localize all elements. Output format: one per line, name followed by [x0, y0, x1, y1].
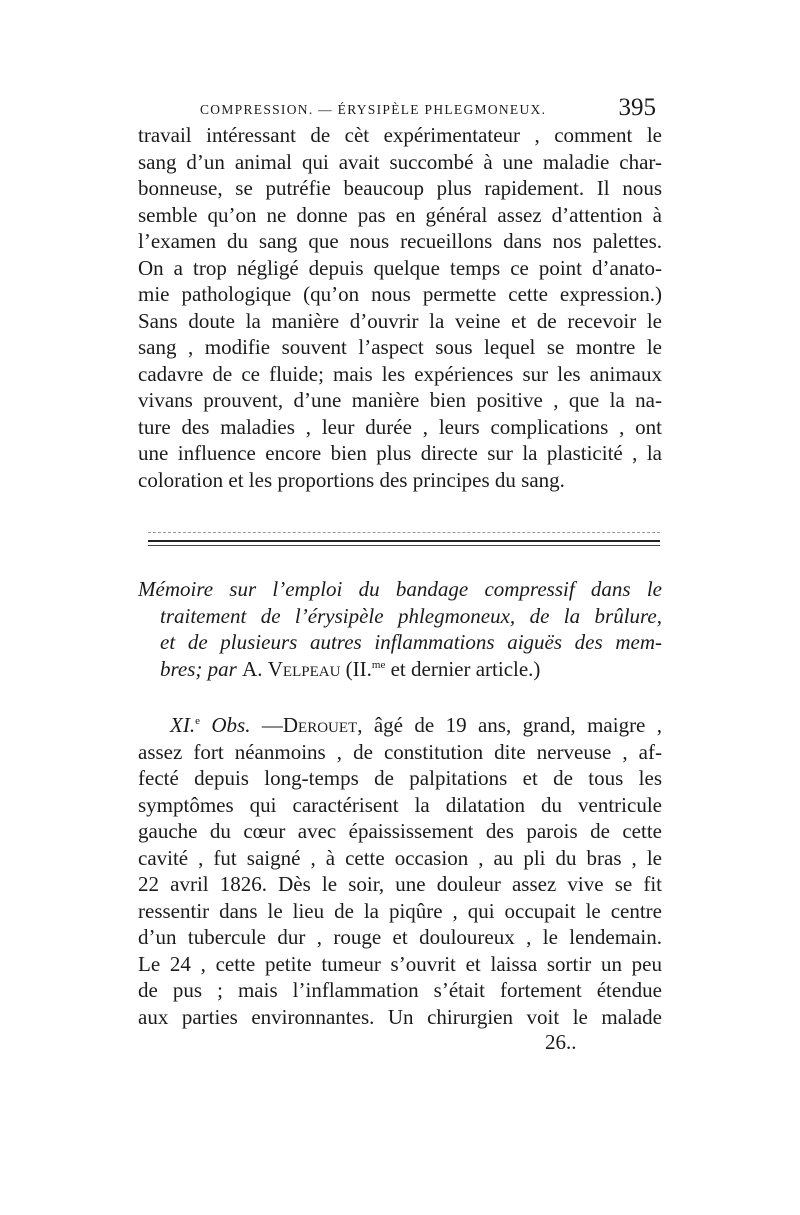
text-line: bonneuse, se putréfie beaucoup plus rapidement. Il nous: [138, 176, 662, 200]
title-italic-part: bres; par: [160, 656, 237, 681]
text-line: une influence encore bien plus directe sur la plasticité , la: [138, 441, 662, 465]
text-line: semble qu’on ne donne pas en général assez d’attention à: [138, 202, 662, 227]
text-line: mie pathologique (qu’on nous permette cette expression.): [138, 282, 662, 306]
title-line: et de plusieurs autres inflammations aiguës des mem-: [160, 630, 662, 654]
title-line: traitement de l’érysipèle phlegmoneux, de la brûlure,: [160, 603, 662, 628]
paragraph-continuation: [138, 122, 662, 493]
article-part-sup: me: [371, 658, 386, 671]
obs-word: Obs.: [211, 713, 251, 737]
text-line: ture des maladies , leur durée , leurs complications , ont: [138, 414, 662, 439]
text-line: gauche du cœur avec épaississement des parois de cette: [138, 819, 662, 843]
text-line: symptômes qui caractérisent la dilatation du ventricule: [138, 792, 662, 817]
section-rule-faint: [148, 532, 660, 533]
signature-mark: 26..: [545, 1030, 577, 1054]
observation-paragraph: [138, 712, 662, 1030]
obs-first-rest: , âgé de 19 ans, grand, maigre ,: [357, 713, 663, 737]
text-line: travail intéressant de cèt expérimentateur , comment le: [138, 123, 662, 147]
text-line: 22 avril 1826. Dès le soir, une douleur assez vive se fit: [138, 872, 662, 896]
running-head: COMPRESSION. — ÉRYSIPÈLE PHLEGMONEUX.: [200, 102, 547, 117]
text-line: ressentir dans le lieu de la piqûre , qui occupait le centre: [138, 898, 662, 923]
text-line: cadavre de ce fluide; mais les expériences sur les animaux: [138, 361, 662, 386]
article-part-suffix: et dernier article.): [390, 656, 541, 681]
text-line: sang d’un animal qui avait succombé à une maladie char-: [138, 149, 662, 174]
section-rule: [148, 540, 660, 546]
title-line: Mémoire sur l’emploi du bandage compressif dans le: [138, 577, 662, 601]
text-line: vivans prouvent, d’une manière bien positive , que la na-: [138, 388, 662, 412]
text-line: d’un tubercule dur , rouge et douloureux , le lendemain.: [138, 925, 662, 949]
article-part-prefix: (II.: [345, 656, 372, 681]
page-number: 395: [618, 94, 656, 121]
text-line-first: [138, 712, 662, 739]
text-line: assez fort néanmoins , de constitution dite nerveuse , af-: [138, 739, 662, 764]
patient-name: Derouet: [282, 713, 358, 737]
text-line: sang , modifie souvent l’aspect sous lequel se montre le: [138, 335, 662, 359]
text-line: aux parties environnantes. Un chirurgien voit le malade: [138, 1004, 662, 1029]
text-line: cavité , fut saigné , à cette occasion , au pli du bras , le: [138, 845, 662, 870]
obs-label-sup: e: [195, 715, 200, 727]
text-line: coloration et les proportions des principes du sang.: [138, 467, 565, 492]
author-name: Velpeau: [267, 656, 341, 681]
text-line: Sans doute la manière d’ouvrir la veine et de recevoir le: [138, 308, 662, 333]
author-initial: A.: [242, 656, 263, 681]
obs-dash: —: [261, 713, 283, 737]
article-title: [138, 576, 662, 682]
text-line: l’examen du sang que nous recueillons dans nos palettes.: [138, 229, 662, 253]
text-line: On a trop négligé depuis quelque temps ce point d’anato-: [138, 255, 662, 280]
obs-label: XI.: [170, 713, 196, 737]
text-line: fecté depuis long-temps de palpitations et de tous les: [138, 766, 662, 790]
text-line: Le 24 , cette petite tumeur s’ouvrit et laissa sortir un peu: [138, 951, 662, 976]
text-line: de pus ; mais l’inflammation s’était fortement étendue: [138, 978, 662, 1002]
title-line: [138, 656, 662, 683]
